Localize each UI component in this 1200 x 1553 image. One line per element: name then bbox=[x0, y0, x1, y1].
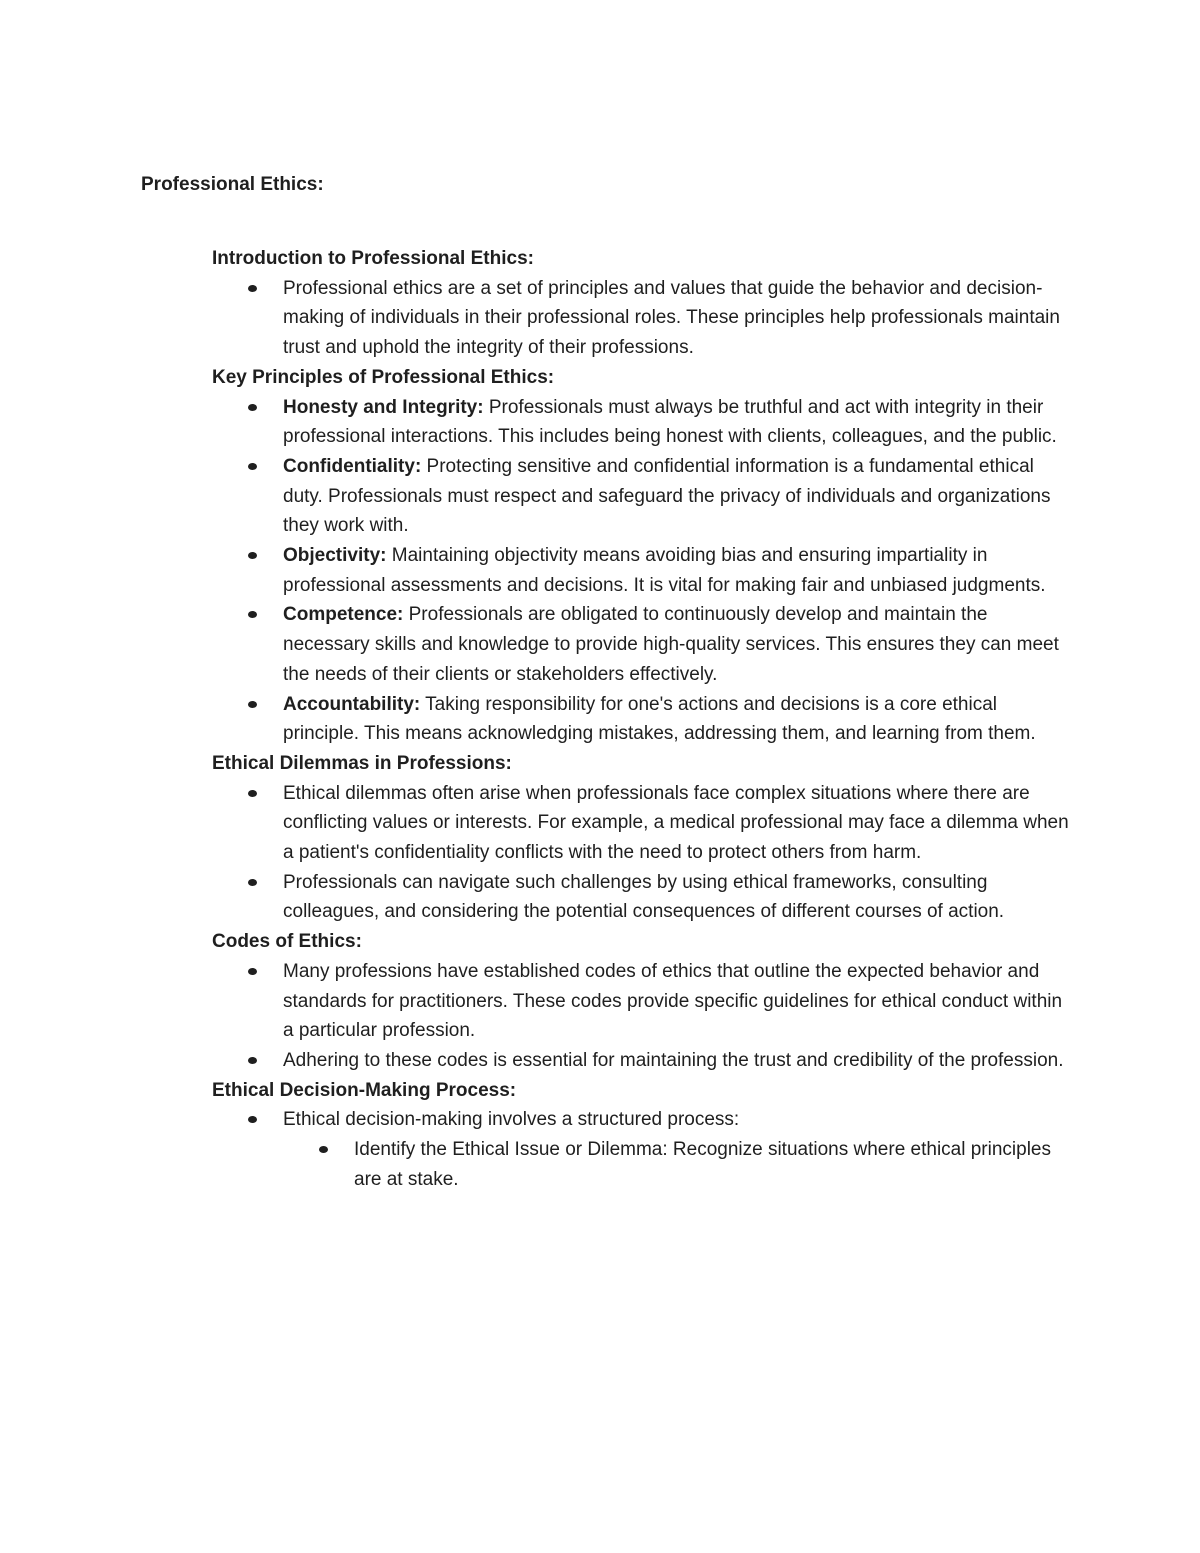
document-body bbox=[212, 244, 1072, 1195]
bullet-icon bbox=[319, 1146, 328, 1153]
bullet-icon bbox=[248, 285, 257, 292]
bullet-icon bbox=[248, 879, 257, 886]
list-item bbox=[283, 957, 1072, 1046]
list-item bbox=[283, 541, 1072, 600]
list-item bbox=[283, 779, 1072, 868]
list-item-text: Professionals can navigate such challenges by using ethical frameworks, consulting colleagues, and considering the potential consequences of different courses of action. bbox=[283, 871, 1005, 923]
list-item bbox=[283, 274, 1072, 363]
list-item-text: Professional ethics are a set of principles and values that guide the behavior and decision-making of individuals in their professional roles. These principles help professionals maintain trust and uphold the integrity of their professions. bbox=[283, 277, 1060, 359]
bullet-icon bbox=[248, 701, 257, 708]
bullet-icon bbox=[248, 968, 257, 975]
principle-term: Accountability: bbox=[283, 693, 421, 715]
list-item bbox=[283, 393, 1072, 452]
principle-text: Professionals must always be truthful and act with integrity in their professional interactions. This includes being honest with clients, colleagues, and the public. bbox=[283, 396, 1057, 448]
bullet-icon bbox=[248, 552, 257, 559]
section-heading-ethical-dilemmas: Ethical Dilemmas in Professions: bbox=[212, 752, 512, 774]
list-item bbox=[283, 690, 1072, 749]
codes-of-ethics-list bbox=[212, 957, 1072, 1076]
bullet-icon bbox=[248, 790, 257, 797]
bullet-icon bbox=[248, 1116, 257, 1123]
sublist-item bbox=[354, 1135, 1072, 1194]
bullet-icon bbox=[248, 611, 257, 618]
principle-term: Objectivity: bbox=[283, 545, 387, 567]
list-item-text: Ethical dilemmas often arise when professionals face complex situations where there are conflicting values or interests. For example, a medical professional may face a dilemma when a patient's confidentiality conflicts with the need to protect others from harm. bbox=[283, 782, 1069, 864]
decision-making-sublist bbox=[283, 1135, 1072, 1194]
section-heading-decision-making-process: Ethical Decision-Making Process: bbox=[212, 1079, 517, 1101]
ethical-dilemmas-list bbox=[212, 779, 1072, 928]
list-item bbox=[283, 1046, 1072, 1076]
decision-making-list bbox=[212, 1105, 1072, 1194]
list-item bbox=[283, 868, 1072, 927]
principle-term: Confidentiality: bbox=[283, 455, 422, 477]
introduction-list bbox=[212, 274, 1072, 363]
principle-term: Competence: bbox=[283, 604, 404, 626]
list-item bbox=[283, 600, 1072, 689]
bullet-icon bbox=[248, 1057, 257, 1064]
list-item-text: Adhering to these codes is essential for maintaining the trust and credibility of the profession. bbox=[283, 1049, 1064, 1071]
key-principles-list bbox=[212, 393, 1072, 749]
principle-text: Maintaining objectivity means avoiding bias and ensuring impartiality in professional assessments and decisions. It is vital for making fair and unbiased judgments. bbox=[283, 545, 1046, 596]
section-heading-introduction: Introduction to Professional Ethics: bbox=[212, 248, 534, 269]
principle-text: Taking responsibility for one's actions and decisions is a core ethical principle. This means acknowledging mistakes, addressing them, and learning from them. bbox=[283, 693, 1036, 745]
list-item-text: Many professions have established codes of ethics that outline the expected behavior and standards for practitioners. These codes provide specific guidelines for ethical conduct within a particular profession. bbox=[283, 960, 1063, 1042]
document-title: Professional Ethics: bbox=[141, 174, 324, 195]
section-heading-codes-of-ethics: Codes of Ethics: bbox=[212, 931, 362, 953]
principle-text: Professionals are obligated to continuously develop and maintain the necessary skills and knowledge to provide high-quality services. This ensures they can meet the needs of their clients or stakeholders effectively. bbox=[283, 604, 1059, 685]
principle-text: Protecting sensitive and confidential information is a fundamental ethical duty. Professionals must respect and safeguard the privacy of individuals and organizations they work with. bbox=[283, 455, 1051, 537]
list-item bbox=[283, 452, 1072, 541]
bullet-icon bbox=[248, 463, 257, 470]
principle-term: Honesty and Integrity: bbox=[283, 396, 484, 418]
sublist-item-text: Identify the Ethical Issue or Dilemma: Recognize situations where ethical principles are at stake. bbox=[354, 1139, 1051, 1190]
section-heading-key-principles: Key Principles of Professional Ethics: bbox=[212, 366, 555, 388]
list-item-text: Ethical decision-making involves a structured process: bbox=[283, 1109, 740, 1131]
bullet-icon bbox=[248, 404, 257, 411]
list-item bbox=[283, 1105, 1072, 1194]
